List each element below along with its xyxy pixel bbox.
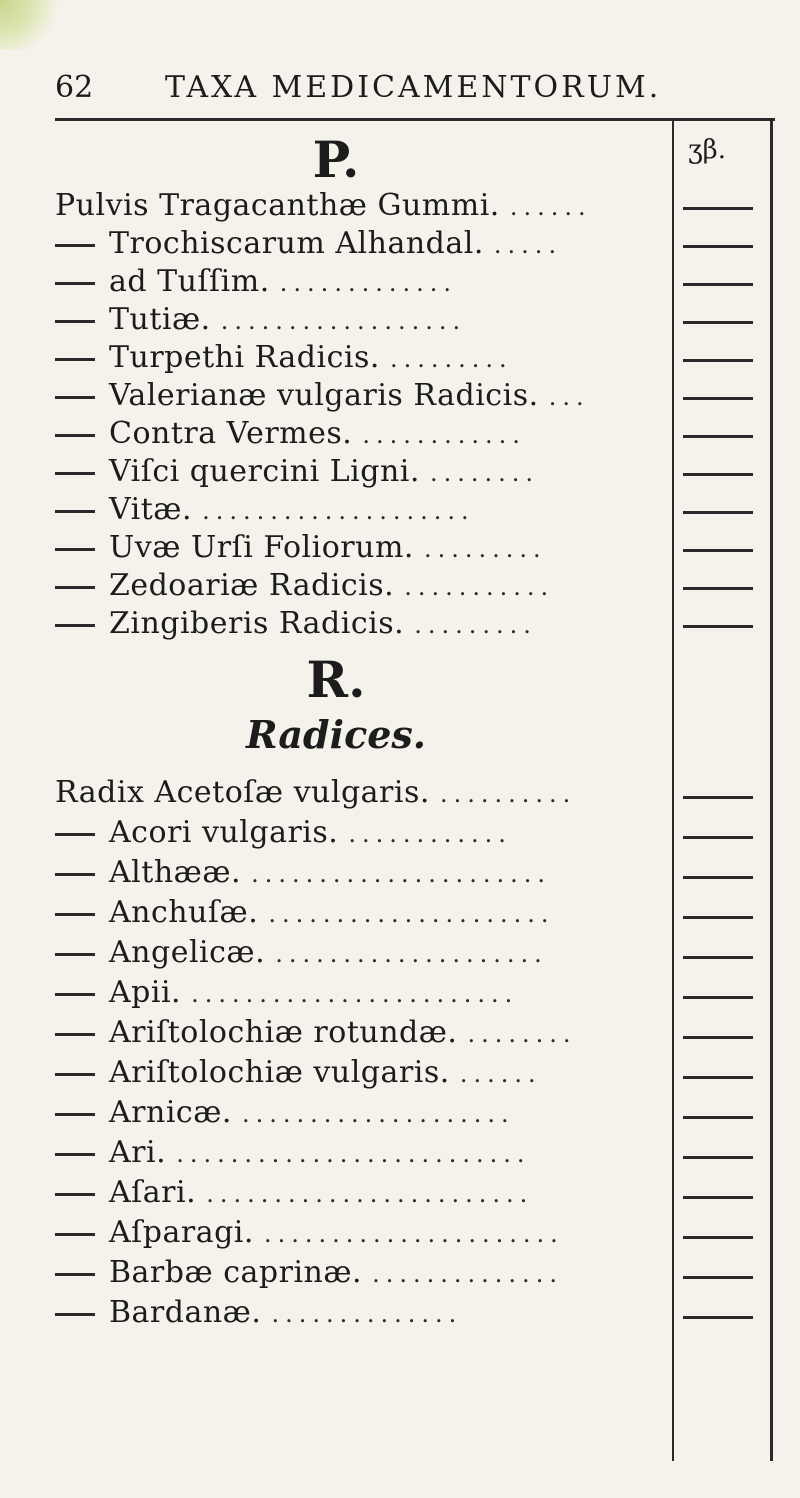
dose-mark — [683, 1156, 753, 1159]
entry: Radix Acetoſæ vulgaris. .......... — [55, 775, 577, 810]
entry: Anchuſæ. ..................... — [55, 895, 670, 935]
dose-mark — [683, 836, 753, 839]
page-stain — [0, 0, 60, 50]
dose-mark — [683, 245, 753, 248]
entry: Pulvis Tragacanthæ Gummi. ...... — [55, 188, 592, 223]
dose-mark — [683, 511, 753, 514]
dose-mark — [683, 1036, 753, 1039]
entry: Valerianæ vulgaris Radicis. ... — [55, 378, 670, 418]
entry: Aſparagi. ...................... — [55, 1215, 670, 1255]
dose-mark — [683, 397, 753, 400]
dose-mark — [683, 473, 753, 476]
dose-mark — [683, 549, 753, 552]
entry: Viſci quercini Ligni. ........ — [55, 454, 670, 494]
entry: Apii. ........................ — [55, 975, 670, 1015]
entry: Bardanæ. .............. — [55, 1295, 670, 1335]
dose-mark — [683, 996, 753, 999]
dose-mark — [683, 1236, 753, 1239]
dose-mark — [683, 1276, 753, 1279]
entry: Ariſtolochiæ rotundæ. ........ — [55, 1015, 670, 1055]
entry: Vitæ. .................... — [55, 492, 670, 532]
column-divider-right — [770, 121, 773, 1461]
dose-mark — [683, 1196, 753, 1199]
unit-heading: ʒβ. — [688, 135, 726, 165]
entry: Zingiberis Radicis. ......... — [55, 606, 670, 646]
entry: Turpethi Radicis. ......... — [55, 340, 670, 380]
entry: Angelicæ. .................... — [55, 935, 670, 975]
dose-mark — [683, 587, 753, 590]
entry: Acori vulgaris. ............ — [55, 815, 670, 855]
entry: Trochiscarum Alhandal. ..... — [55, 226, 670, 266]
section-subtitle: Radices. — [245, 712, 427, 757]
dose-mark — [683, 956, 753, 959]
entry: Althææ. ...................... — [55, 855, 670, 895]
dose-mark — [683, 1116, 753, 1119]
entry: Aſari. ........................ — [55, 1175, 670, 1215]
dose-mark — [683, 207, 753, 210]
dose-mark — [683, 876, 753, 879]
entry: Arnicæ. .................... — [55, 1095, 670, 1135]
dose-mark — [683, 359, 753, 362]
running-title: TAXA MEDICAMENTORUM. — [165, 70, 662, 105]
entry: Ariſtolochiæ vulgaris. ...... — [55, 1055, 670, 1095]
dose-mark — [683, 916, 753, 919]
entry: Uvæ Urſi Foliorum. ......... — [55, 530, 670, 570]
dose-mark — [683, 1076, 753, 1079]
entry: Zedoariæ Radicis. ........... — [55, 568, 670, 608]
page-header — [55, 70, 755, 110]
entry: Barbæ caprinæ. .............. — [55, 1255, 670, 1295]
dose-mark — [683, 435, 753, 438]
dose-mark — [683, 1316, 753, 1319]
section-letter-p: P. — [312, 130, 360, 189]
dose-mark — [683, 796, 753, 799]
header-rule — [55, 118, 775, 121]
page-number: 62 — [55, 70, 94, 105]
entry: ad Tuſſim. ............. — [55, 264, 670, 304]
entry: Tutiæ. .................. — [55, 302, 670, 342]
dose-mark — [683, 321, 753, 324]
entry: Contra Vermes. ............ — [55, 416, 670, 456]
dose-mark — [683, 625, 753, 628]
section-letter-r: R. — [306, 650, 366, 709]
column-divider — [672, 121, 674, 1461]
entry: Ari. .......................... — [55, 1135, 670, 1175]
dose-mark — [683, 283, 753, 286]
